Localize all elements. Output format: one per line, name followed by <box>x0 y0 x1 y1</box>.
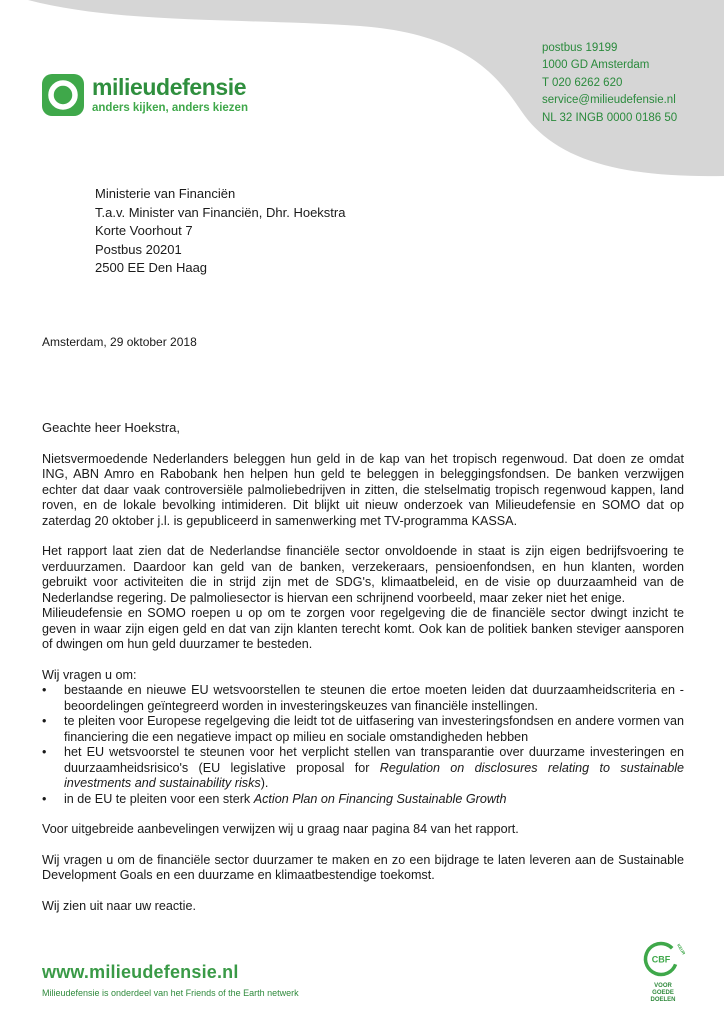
paragraph: Wij vragen u om de financiële sector duurzamer te maken en zo een bijdrage te laten leveren aan de Sustainable Development Goals en een duurzame en klimaatbestendige toekomst. <box>42 852 684 882</box>
letter-date: Amsterdam, 29 oktober 2018 <box>42 335 197 349</box>
contact-iban: NL 32 INGB 0000 0186 50 <box>542 111 678 124</box>
contact-email[interactable]: service@milieudefensie.nl <box>542 94 676 107</box>
paragraph: Milieudefensie en SOMO roepen u op om te zorgen voor regelgeving die de financiële sector dwingt inzicht te geven in waar zijn eigen geld en dat van zijn klanten terecht komt. Ook kan de politiek banken steviger aansporen of dwingen om hun geld duurzamer te besteden. <box>42 606 684 651</box>
cbf-ring-text: KEUR <box>676 942 686 956</box>
contact-phone: T 020 6262 620 <box>542 76 623 89</box>
closing: Wij zien uit naar uw reactie. <box>42 898 196 913</box>
recipient-line: Korte Voorhout 7 <box>95 223 193 238</box>
contact-city: 1000 GD Amsterdam <box>542 59 650 72</box>
salutation: Geachte heer Hoekstra, <box>42 420 181 435</box>
recipient-line: 2500 EE Den Haag <box>95 260 208 275</box>
paragraph: Het rapport laat zien dat de Nederlandse financiële sector onvoldoende in staat is zijn eigen bedrijfsvoering te verduurzamen. Daardoor kan geld van de banken, verzekeraars, pensioenfondsen, en hun klanten, worden gebruikt voor activiteiten die in strijd zijn met de SDG's, klimaatbeleid, en de visie op duurzaamheid van de Nederlandse regering. De palmoliesector is hiervan een schrijnend voorbeeld, maar zeker niet het enige. <box>42 544 684 605</box>
paragraph: Nietsvermoedende Nederlanders beleggen hun geld in de kap van het tropisch regenwoud. Dat doen ze omdat ING, ABN Amro en Rabobank hen helpen hun geld te beleggen in beleggingsfondsen. De banken verzwijgen echter dat daar vaak controversiële palmoliebedrijven in zitten, die stelselmatig tropisch regenwoud kappen, land roven, en de lokale bevolking intimideren. Dit blijkt uit nieuw onderzoek van Milieudefensie en SOMO dat op zaterdag 20 oktober j.l. is gepubliceerd in samenwerking met TV-programma KASSA. <box>42 451 684 528</box>
contact-postbus: postbus 19199 <box>542 42 618 54</box>
list-item-text: bestaande en nieuwe EU wetsvoorstellen te steunen die ertoe moeten leiden dat duurzaamheidscriteria en -beoordelingen geïntegreerd worden in investeringskeuzes van financiële instellingen. <box>64 683 684 713</box>
list-item <box>42 745 684 792</box>
contact-block <box>542 40 677 127</box>
list-item <box>42 792 684 808</box>
recipient-line: Postbus 20201 <box>95 241 182 257</box>
list-item <box>42 683 684 714</box>
bullet: • <box>42 683 47 697</box>
paragraph: Voor uitgebreide aanbevelingen verwijzen wij u graag naar pagina 84 van het rapport. <box>42 822 519 836</box>
footer-network-note: Milieudefensie is onderdeel van het Friends of the Earth netwerk <box>42 988 299 998</box>
logo-name: milieudefensie <box>92 74 247 100</box>
bullet: • <box>42 714 47 728</box>
cbf-label-2: GOEDE DOELEN <box>650 990 676 1003</box>
cbf-letters: CBF <box>651 954 671 965</box>
bullet: • <box>42 745 47 759</box>
cbf-label-1: VOOR <box>654 983 672 989</box>
recipient-line: Ministerie van Financiën <box>95 186 236 201</box>
milieudefensie-logo-icon <box>42 74 84 116</box>
cbf-seal-icon <box>640 940 686 978</box>
logo <box>42 74 248 116</box>
recipient-line: T.a.v. Minister van Financiën, Dhr. Hoekstra <box>95 204 346 220</box>
list-item <box>42 714 684 745</box>
recipient-address <box>95 185 345 278</box>
list-item-text: ). <box>260 776 269 790</box>
list-item-text: te pleiten voor Europese regelgeving die leidt tot de uitfasering van investeringsfondsen en andere vormen van financiering die een negatieve impact op milieu en sociale omstandigheden hebben <box>64 714 684 744</box>
action-plan-title: Action Plan on Financing Sustainable Growth <box>253 791 507 806</box>
regulation-title: Regulation on disclosures relating to sustainable investments and sustainability risks <box>64 760 685 790</box>
list-item-text: in de EU te pleiten voor een sterk <box>64 791 254 806</box>
bullet: • <box>42 791 47 806</box>
list-item-text: het EU wetsvoorstel te steunen voor het verplicht stellen van transparantie over duurzame investeringen en duurzaamheidsrisico's (EU legislative proposal for <box>64 745 684 775</box>
letter-body <box>42 420 684 914</box>
cbf-seal <box>640 940 686 1004</box>
logo-tagline: anders kijken, anders kiezen <box>92 102 248 114</box>
request-list <box>42 683 684 807</box>
footer-website-link[interactable]: www.milieudefensie.nl <box>42 962 239 982</box>
ask-intro: Wij vragen u om: <box>42 667 137 682</box>
